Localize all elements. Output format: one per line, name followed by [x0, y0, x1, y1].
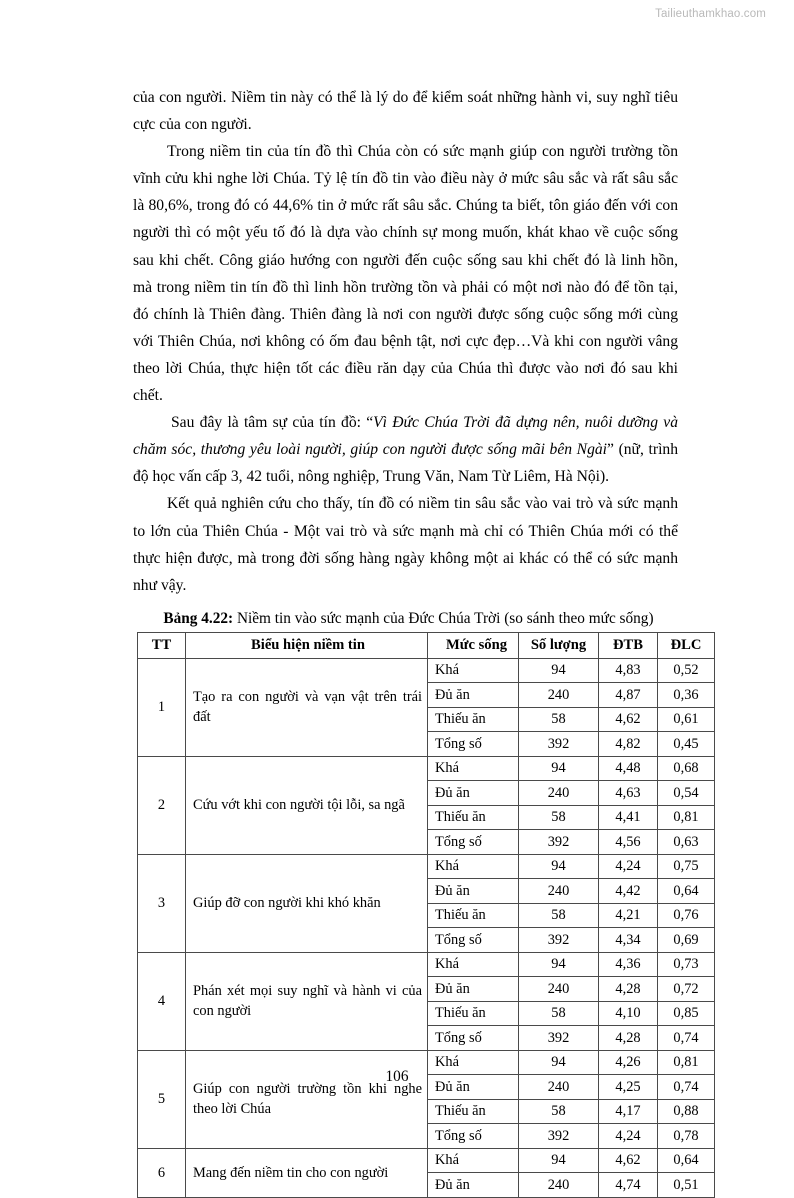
cell-muc-song: Thiếu ăn [428, 1001, 519, 1026]
cell-muc-song: Khá [428, 854, 519, 879]
cell-tt: 4 [138, 952, 186, 1050]
cell-muc-song: Khá [428, 952, 519, 977]
cell-muc-song: Khá [428, 756, 519, 781]
cell-muc-song: Đủ ăn [428, 1075, 519, 1100]
cell-dtb: 4,24 [599, 1124, 658, 1149]
paragraph-1: của con người. Niềm tin này có thể là lý do để kiểm soát những hành vi, suy nghĩ tiêu cực của con người. [133, 89, 678, 134]
cell-bieu-hien [186, 854, 428, 952]
column-header-bieu-hien: Biểu hiện niềm tin [186, 632, 428, 658]
belief-strength-table [137, 632, 715, 1198]
cell-so-luong: 392 [519, 830, 599, 855]
cell-dtb: 4,17 [599, 1099, 658, 1124]
cell-muc-song: Khá [428, 1148, 519, 1173]
cell-dtb: 4,74 [599, 1173, 658, 1198]
cell-dtb: 4,24 [599, 854, 658, 879]
cell-so-luong: 392 [519, 928, 599, 953]
cell-dtb: 4,28 [599, 977, 658, 1002]
cell-bieu-hien-text: Tạo ra con người và vạn vật trên trái đất [193, 688, 422, 726]
cell-dtb: 4,21 [599, 903, 658, 928]
cell-dtb: 4,36 [599, 952, 658, 977]
cell-dlc: 0,74 [658, 1026, 715, 1051]
cell-muc-song: Tổng số [428, 928, 519, 953]
table-row [138, 1148, 715, 1173]
column-header-dlc: ĐLC [658, 632, 715, 658]
cell-so-luong: 58 [519, 707, 599, 732]
cell-so-luong: 58 [519, 1099, 599, 1124]
table-body [138, 658, 715, 1197]
cell-dtb: 4,48 [599, 756, 658, 781]
cell-dlc: 0,64 [658, 879, 715, 904]
cell-dlc: 0,76 [658, 903, 715, 928]
cell-so-luong: 392 [519, 1124, 599, 1149]
cell-so-luong: 240 [519, 879, 599, 904]
table-header [138, 632, 715, 658]
cell-dtb: 4,82 [599, 732, 658, 757]
cell-dtb: 4,62 [599, 1148, 658, 1173]
cell-dlc: 0,68 [658, 756, 715, 781]
cell-so-luong: 392 [519, 732, 599, 757]
table-caption-title: Niềm tin vào sức mạnh của Đức Chúa Trời (so sánh theo mức sống) [233, 609, 654, 627]
cell-dlc: 0,85 [658, 1001, 715, 1026]
cell-so-luong: 240 [519, 683, 599, 708]
paragraph-2: Trong niềm tin của tín đồ thì Chúa còn có sức mạnh giúp con người trường tồn vĩnh cửu khi nghe lời Chúa. Tỷ lệ tín đồ tin vào điều này ở mức sâu sắc và rất sâu sắc là 80,6%, trong đó có 44,6% tin ở mức rất sâu sắc. Chúng ta biết, tôn giáo đến với con người thì có một yếu tố đó là dựa vào chính sự mong muốn, khát khao về cuộc sống sau khi chết. Công giáo hướng con người đến cuộc sống sau khi chết đó là linh hồn, mà trong niềm tin tín đồ thì linh hồn trường tồn và phải có một nơi nào đó để tồn tại, đó chính là Thiên đàng. Thiên đàng là nơi con người được sống cuộc sống mới cùng với Thiên Chúa, nơi không có ốm đau bệnh tật, nơi cực đẹp…Và khi con người vâng theo lời Chúa, thực hiện tốt các điều răn dạy của Chúa thì được vào nơi đó sau khi chết. [133, 143, 678, 405]
cell-muc-song: Khá [428, 1050, 519, 1075]
cell-so-luong: 240 [519, 1075, 599, 1100]
cell-dlc: 0,64 [658, 1148, 715, 1173]
cell-dtb: 4,34 [599, 928, 658, 953]
cell-dtb: 4,56 [599, 830, 658, 855]
cell-muc-song: Thiếu ăn [428, 903, 519, 928]
cell-muc-song: Đủ ăn [428, 1173, 519, 1198]
cell-dlc: 0,81 [658, 805, 715, 830]
cell-tt: 5 [138, 1050, 186, 1148]
column-header-dtb: ĐTB [599, 632, 658, 658]
cell-bieu-hien-text: Mang đến niềm tin cho con người [193, 1164, 389, 1181]
table-header-row [138, 632, 715, 658]
cell-dtb: 4,62 [599, 707, 658, 732]
cell-muc-song: Tổng số [428, 732, 519, 757]
cell-so-luong: 58 [519, 1001, 599, 1026]
cell-dlc: 0,75 [658, 854, 715, 879]
interview-quote: Vì Đức Chúa Trời đã dựng nên, nuôi dưỡng và chăm sóc, thương yêu loài người, giúp con người được sống mãi bên Ngài [133, 414, 678, 459]
cell-dlc: 0,73 [658, 952, 715, 977]
cell-dlc: 0,72 [658, 977, 715, 1002]
page-content [133, 84, 702, 1198]
cell-tt: 3 [138, 854, 186, 952]
cell-so-luong: 94 [519, 756, 599, 781]
cell-so-luong: 58 [519, 903, 599, 928]
quote-lead-text: Sau đây là tâm sự của tín đồ: “ [171, 414, 374, 432]
cell-dtb: 4,26 [599, 1050, 658, 1075]
cell-dtb: 4,87 [599, 683, 658, 708]
cell-tt: 1 [138, 658, 186, 756]
cell-dlc: 0,63 [658, 830, 715, 855]
cell-muc-song: Đủ ăn [428, 977, 519, 1002]
cell-dlc: 0,88 [658, 1099, 715, 1124]
column-header-muc-song: Mức sống [428, 632, 519, 658]
cell-bieu-hien [186, 952, 428, 1050]
cell-dlc: 0,78 [658, 1124, 715, 1149]
table-caption-label: Bảng 4.22: [163, 609, 234, 627]
cell-muc-song: Thiếu ăn [428, 707, 519, 732]
cell-muc-song: Đủ ăn [428, 879, 519, 904]
cell-muc-song: Đủ ăn [428, 781, 519, 806]
cell-dlc: 0,61 [658, 707, 715, 732]
column-header-so-luong: Số lượng [519, 632, 599, 658]
cell-dlc: 0,54 [658, 781, 715, 806]
cell-so-luong: 240 [519, 1173, 599, 1198]
paragraph-3 [133, 409, 678, 490]
cell-dlc: 0,52 [658, 658, 715, 683]
cell-bieu-hien [186, 658, 428, 756]
cell-dlc: 0,81 [658, 1050, 715, 1075]
cell-muc-song: Tổng số [428, 1124, 519, 1149]
table-caption [133, 608, 678, 630]
cell-muc-song: Thiếu ăn [428, 1099, 519, 1124]
cell-so-luong: 94 [519, 1050, 599, 1075]
cell-so-luong: 94 [519, 854, 599, 879]
cell-tt: 2 [138, 756, 186, 854]
cell-so-luong: 94 [519, 952, 599, 977]
column-header-tt: TT [138, 632, 186, 658]
cell-dlc: 0,74 [658, 1075, 715, 1100]
cell-muc-song: Đủ ăn [428, 683, 519, 708]
cell-bieu-hien-text: Cứu vớt khi con người tội lỗi, sa ngã [193, 797, 405, 814]
cell-muc-song: Tổng số [428, 1026, 519, 1051]
cell-dlc: 0,69 [658, 928, 715, 953]
cell-dlc: 0,45 [658, 732, 715, 757]
cell-bieu-hien [186, 1050, 428, 1148]
table-row [138, 854, 715, 879]
cell-dtb: 4,28 [599, 1026, 658, 1051]
quote-attribution: ” (nữ, trình độ học vấn cấp 3, 42 tuổi, nông nghiệp, Trung Văn, Nam Từ Liêm, Hà Nội). [133, 441, 678, 486]
cell-dlc: 0,51 [658, 1173, 715, 1198]
table-row [138, 658, 715, 683]
cell-so-luong: 94 [519, 1148, 599, 1173]
cell-dlc: 0,36 [658, 683, 715, 708]
paragraph-4: Kết quả nghiên cứu cho thấy, tín đồ có niềm tin sâu sắc vào vai trò và sức mạnh to lớn của Thiên Chúa - Một vai trò và sức mạnh mà chỉ có Thiên Chúa mới có thể thực hiện được, mà trong đời sống hàng ngày không một ai khác có thể có sức mạnh như vậy. [133, 495, 678, 594]
cell-so-luong: 392 [519, 1026, 599, 1051]
cell-dtb: 4,42 [599, 879, 658, 904]
cell-dtb: 4,41 [599, 805, 658, 830]
cell-bieu-hien-text: Giúp đỡ con người khi khó khăn [193, 895, 381, 912]
cell-dtb: 4,83 [599, 658, 658, 683]
cell-so-luong: 240 [519, 781, 599, 806]
cell-dtb: 4,63 [599, 781, 658, 806]
cell-bieu-hien-text: Phán xét mọi suy nghĩ và hành vi của con người [193, 982, 422, 1020]
cell-dtb: 4,10 [599, 1001, 658, 1026]
watermark-text: Tailieuthamkhao.com [655, 8, 766, 20]
cell-muc-song: Tổng số [428, 830, 519, 855]
table-row [138, 952, 715, 977]
cell-muc-song: Khá [428, 658, 519, 683]
cell-so-luong: 240 [519, 977, 599, 1002]
cell-muc-song: Thiếu ăn [428, 805, 519, 830]
page-number: 106 [385, 1068, 409, 1085]
cell-so-luong: 94 [519, 658, 599, 683]
cell-dtb: 4,25 [599, 1075, 658, 1100]
table-row [138, 756, 715, 781]
cell-bieu-hien-text: Giúp con người trường tồn khi nghe theo lời Chúa [193, 1080, 422, 1118]
cell-bieu-hien [186, 756, 428, 854]
cell-bieu-hien [186, 1148, 428, 1197]
cell-so-luong: 58 [519, 805, 599, 830]
cell-tt: 6 [138, 1148, 186, 1197]
